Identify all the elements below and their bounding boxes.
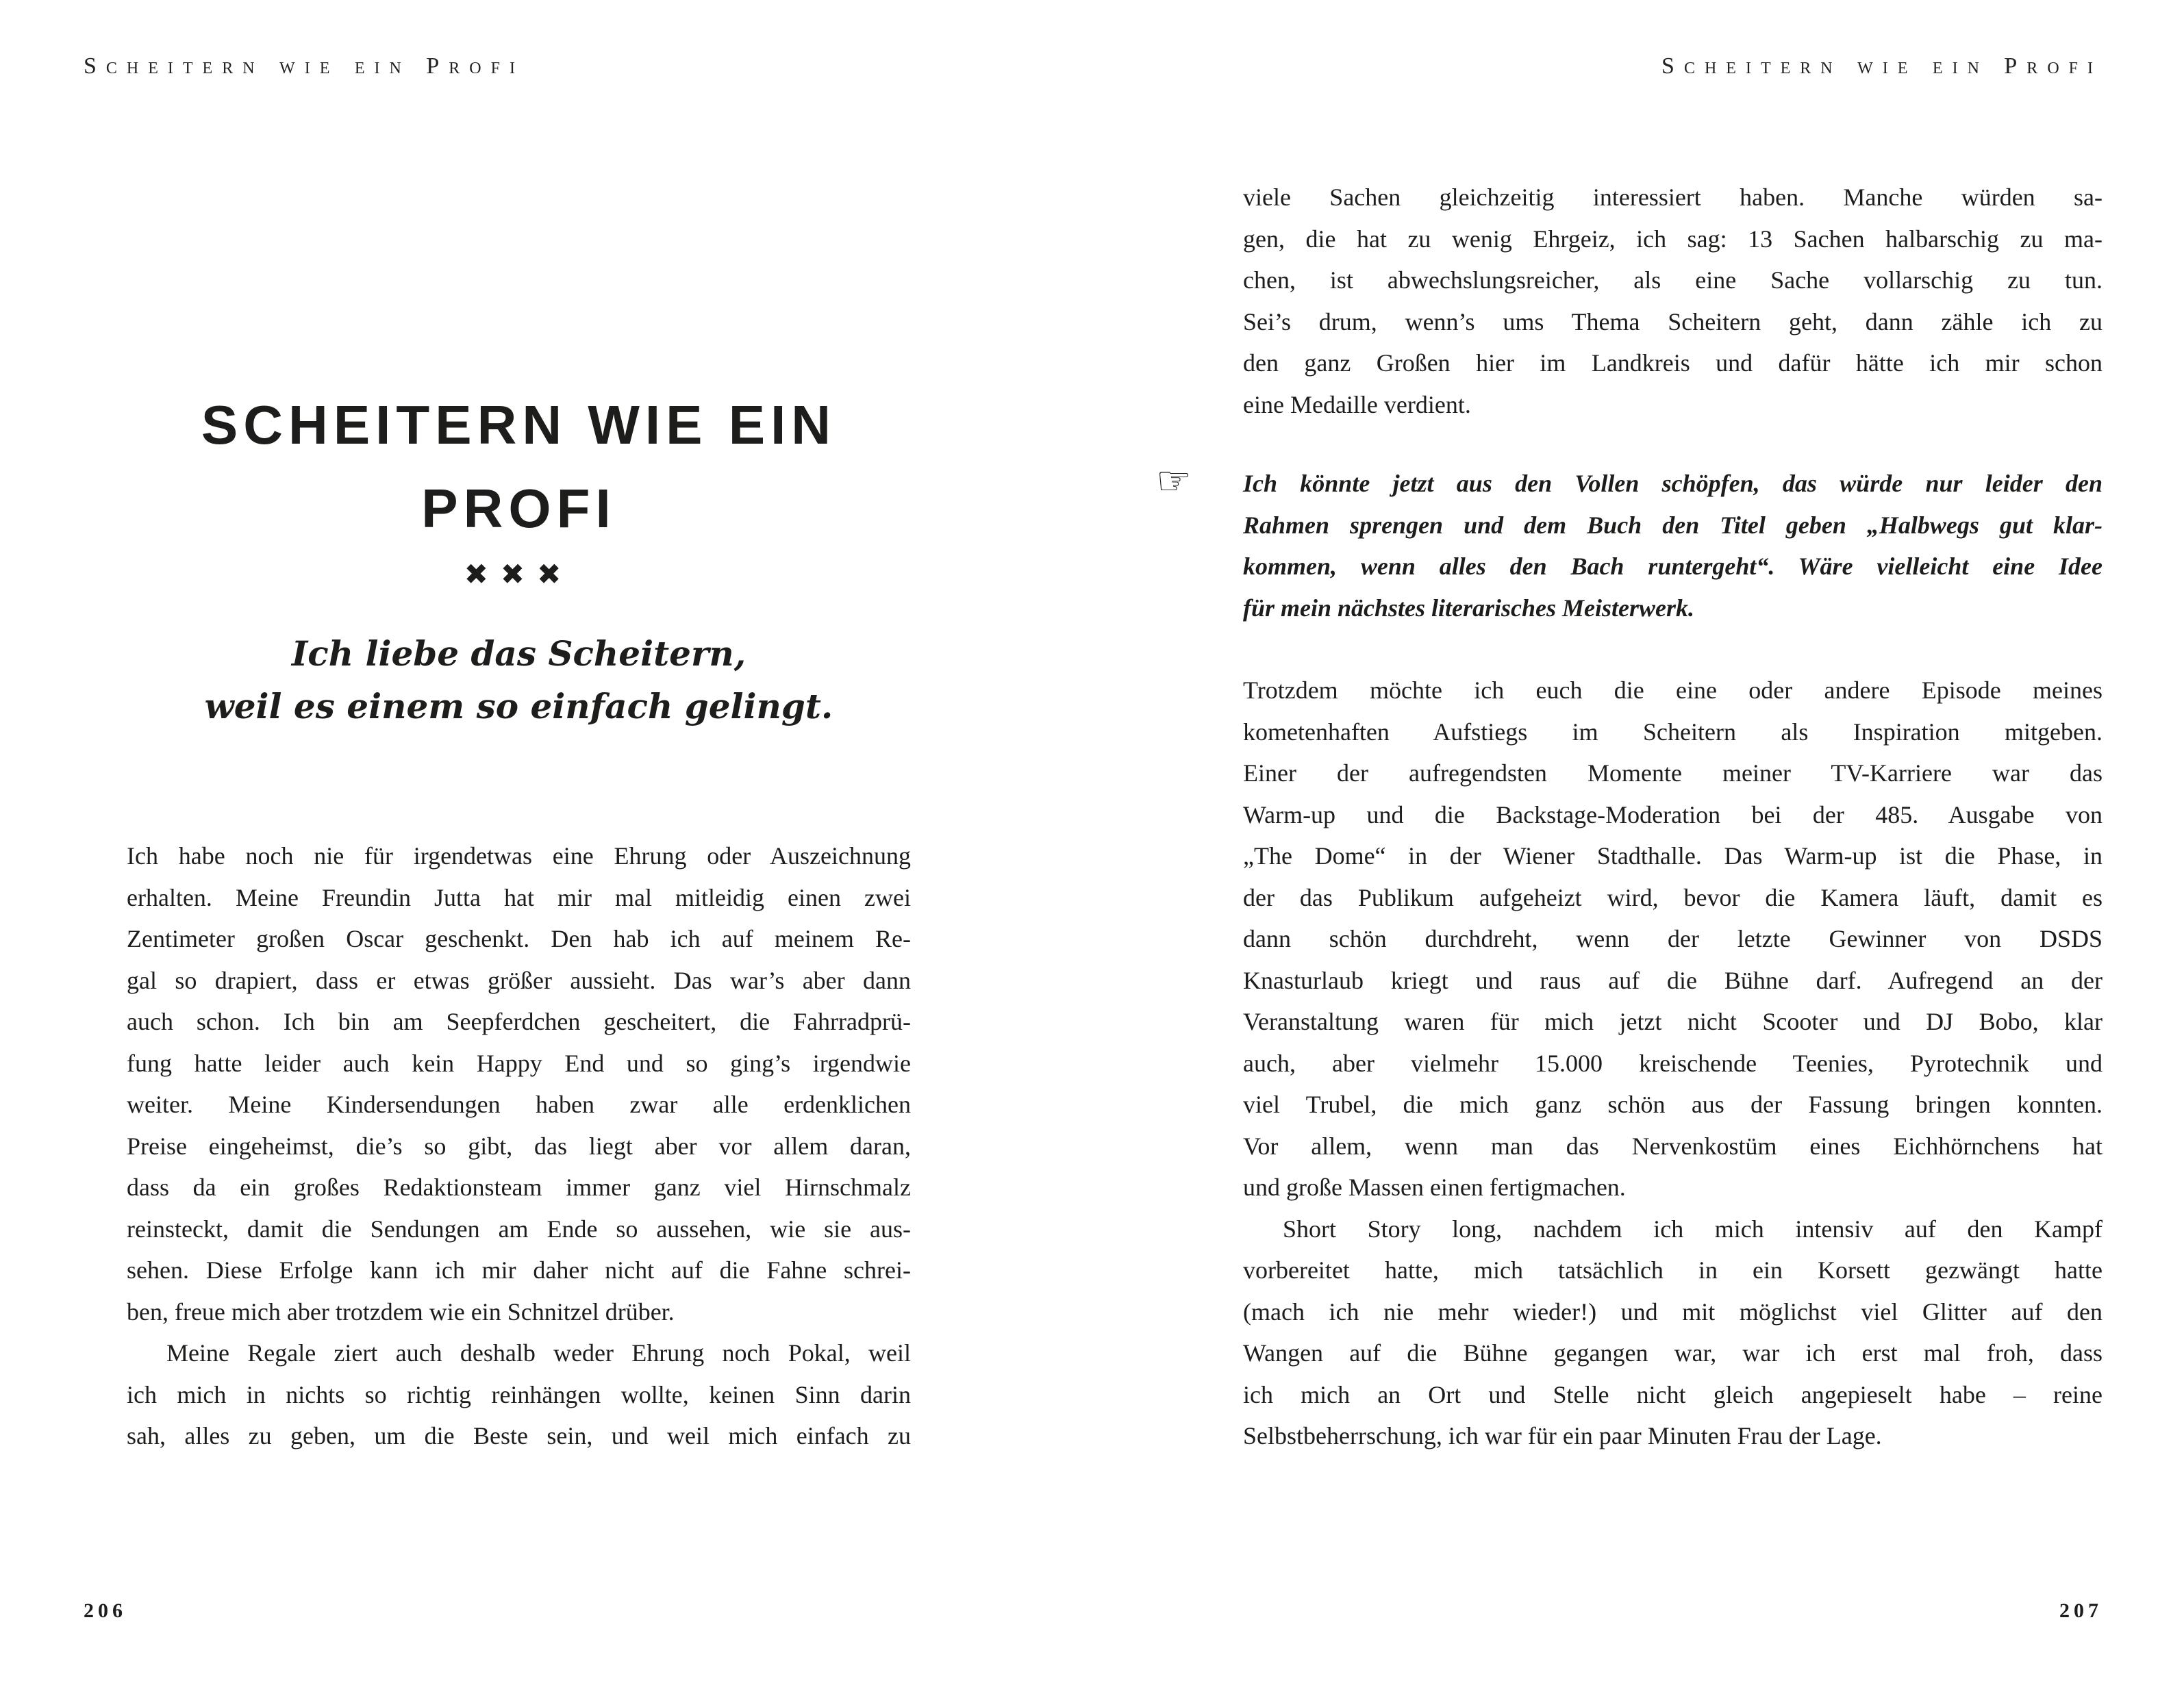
text-line: Veranstaltung waren für mich jetzt nicht Scooter und DJ Bobo, klar [1243, 1008, 2103, 1035]
text-line: kometenhaften Aufstiegs im Scheitern als Inspiration mitgeben. [1243, 718, 2103, 746]
text-line: Meine Regale ziert auch deshalb weder Ehrung noch Pokal, weil [166, 1339, 911, 1367]
text-line: Knasturlaub kriegt und raus auf die Bühne darf. Aufregend an der [1243, 966, 2103, 994]
text-line: sehen. Diese Erfolge kann ich mir daher nicht auf die Fahne schrei- [127, 1256, 911, 1284]
text-line: auch, aber vielmehr 15.000 kreischende Teenies, Pyrotechnik und [1243, 1049, 2103, 1077]
text-line: ben, freue mich aber trotzdem wie ein Schnitzel drüber. [127, 1297, 675, 1326]
pointing-hand-icon: ☞ [1156, 457, 1192, 504]
text-line: Vor allem, wenn man das Nervenkostüm eines Eichhörnchens hat [1243, 1132, 2103, 1160]
text-line: ich mich in nichts so richtig reinhängen wollte, keinen Sinn darin [127, 1380, 911, 1408]
text-line: viele Sachen gleichzeitig interessiert haben. Manche würden sa- [1243, 183, 2103, 211]
running-head-left: Scheitern wie ein Profi [84, 53, 525, 79]
text-line: Einer der aufregendsten Momente meiner TV-Karriere war das [1243, 759, 2103, 787]
page-number-right: 207 [2059, 1599, 2103, 1622]
text-line: Warm-up und die Backstage-Moderation bei der 485. Ausgabe von [1243, 800, 2103, 828]
text-line: den ganz Großen hier im Landkreis und dafür hätte ich mir schon [1243, 349, 2103, 377]
text-line: sah, alles zu geben, um die Beste sein, und weil mich einfach zu [127, 1422, 911, 1449]
epigraph-line-1: Ich liebe das Scheitern, [291, 633, 746, 674]
text-line: Preise eingeheimst, die’s so gibt, das liegt aber vor allem daran, [127, 1132, 911, 1160]
text-line: fung hatte leider auch kein Happy End und so ging’s irgendwie [127, 1049, 911, 1077]
callout-quote [1243, 463, 2103, 629]
text-line: gal so drapiert, dass er etwas größer aussieht. Das war’s aber dann [127, 966, 911, 994]
body-text-left-page [127, 835, 911, 1457]
text-line: für mein nächstes literarisches Meisterwerk. [1243, 594, 1695, 622]
text-line: chen, ist abwechslungsreicher, als eine Sache vollarschig zu tun. [1243, 266, 2103, 294]
triple-x-ornament-icon: ✖✖✖ [464, 557, 574, 591]
text-line: gen, die hat zu wenig Ehrgeiz, ich sag: 13 Sachen halbarschig zu ma- [1243, 225, 2103, 253]
text-line: Rahmen sprengen und dem Buch den Titel geben „Halbwegs gut klar- [1243, 511, 2103, 539]
chapter-title-line-1: SCHEITERN WIE EIN [201, 394, 837, 455]
page-number-left: 206 [84, 1599, 127, 1622]
text-line: eine Medaille verdient. [1243, 390, 1471, 418]
text-line: Wangen auf die Bühne gegangen war, war ich erst mal froh, dass [1243, 1339, 2103, 1367]
running-head-right: Scheitern wie ein Profi [1661, 53, 2103, 79]
body-text-right-page-bottom [1243, 670, 2103, 1457]
body-text-right-page-top [1243, 177, 2103, 425]
epigraph-line-2: weil es einem so einfach gelingt. [204, 686, 833, 726]
text-line: viel Trubel, die mich ganz schön aus der Fassung bringen konnten. [1243, 1091, 2103, 1118]
text-line: Sei’s drum, wenn’s ums Thema Scheitern geht, dann zähle ich zu [1243, 307, 2103, 335]
text-line: (mach ich nie mehr wieder!) und mit möglichst viel Glitter auf den [1243, 1297, 2103, 1326]
text-line: „The Dome“ in der Wiener Stadthalle. Das Warm-up ist die Phase, in [1243, 842, 2103, 870]
text-line: reinsteckt, damit die Sendungen am Ende so aussehen, wie sie aus- [127, 1215, 911, 1243]
text-line: der das Publikum aufgeheizt wird, bevor die Kamera läuft, damit es [1243, 883, 2103, 911]
text-line: dass da ein großes Redaktionsteam immer ganz viel Hirnschmalz [127, 1174, 911, 1201]
text-line: dann schön durchdreht, wenn der letzte Gewinner von DSDS [1243, 925, 2103, 952]
text-line: auch schon. Ich bin am Seepferdchen gescheitert, die Fahrradprü- [127, 1008, 911, 1035]
text-line: Trotzdem möchte ich euch die eine oder andere Episode meines [1243, 676, 2103, 704]
epigraph [127, 627, 911, 733]
text-line: und große Massen einen fertigmachen. [1243, 1174, 1626, 1201]
chapter-title-line-2: PROFI [421, 478, 616, 539]
text-line: ich mich an Ort und Stelle nicht gleich angepieselt habe – reine [1243, 1380, 2103, 1408]
text-line: Selbstbeherrschung, ich war für ein paar Minuten Frau der Lage. [1243, 1422, 1882, 1449]
text-line: kommen, wenn alles den Bach runtergeht“. Wäre vielleicht eine Idee [1243, 553, 2103, 580]
text-line: Ich könnte jetzt aus den Vollen schöpfen, das würde nur leider den [1243, 470, 2103, 497]
text-line: weiter. Meine Kindersendungen haben zwar alle erdenklichen [127, 1091, 911, 1118]
text-line: vorbereitet hatte, mich tatsächlich in ein Korsett gezwängt hatte [1243, 1256, 2103, 1284]
text-line: Ich habe noch nie für irgendetwas eine Ehrung oder Auszeichnung [127, 842, 911, 870]
text-line: erhalten. Meine Freundin Jutta hat mir mal mitleidig einen zwei [127, 883, 911, 911]
chapter-title [127, 383, 911, 550]
text-line: Zentimeter großen Oscar geschenkt. Den hab ich auf meinem Re- [127, 925, 911, 952]
text-line: Short Story long, nachdem ich mich intensiv auf den Kampf [1283, 1215, 2103, 1243]
